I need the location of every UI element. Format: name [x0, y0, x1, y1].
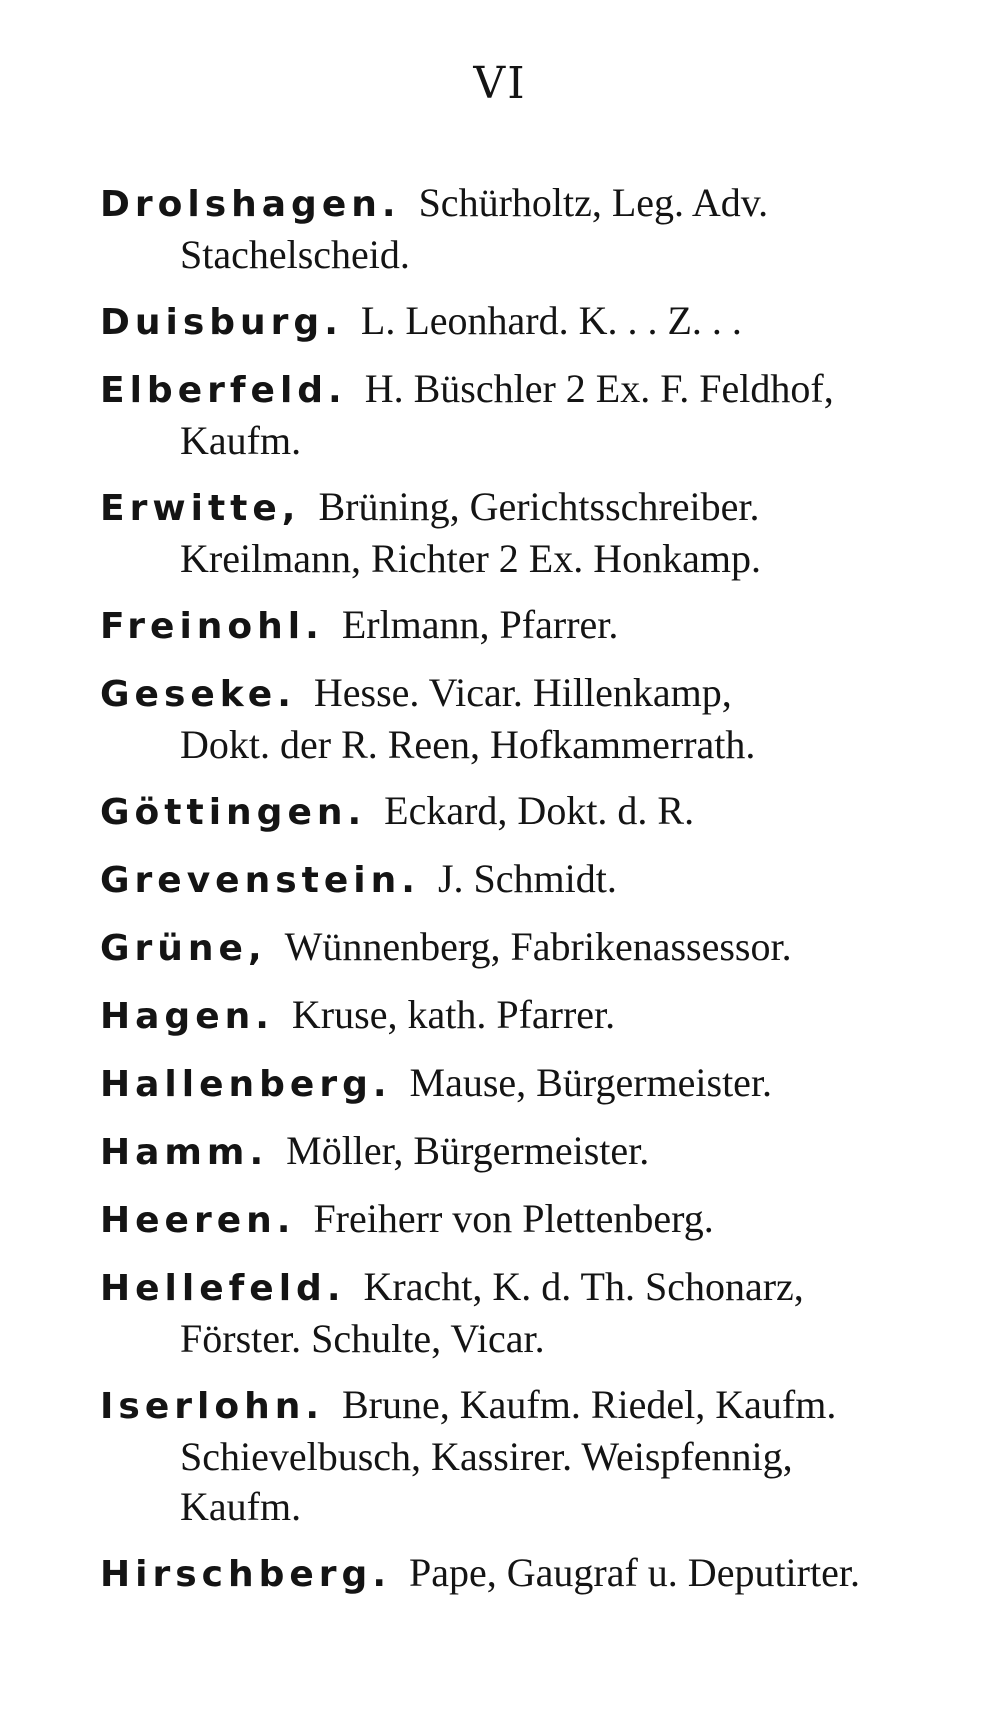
subscriber-names-continuation: Förster. Schulte, Vicar. — [180, 1316, 545, 1361]
subscriber-names: H. Büschler 2 Ex. F. Feldhof, — [364, 366, 834, 411]
subscriber-names-continuation: Kaufm. — [180, 418, 302, 463]
place-name: Iserlohn. — [100, 1386, 324, 1427]
subscriber-names: J. Schmidt. — [437, 856, 617, 901]
list-entry — [100, 922, 980, 974]
place-name: Hirschberg. — [100, 1554, 392, 1595]
place-name: Heeren. — [100, 1200, 296, 1241]
place-name: Göttingen. — [100, 792, 367, 833]
list-entry — [100, 296, 980, 348]
list-entry — [100, 364, 980, 466]
subscriber-names: L. Leonhard. K. . . Z. . . — [360, 298, 742, 343]
place-name: Grüne, — [100, 928, 267, 969]
place-name: Hagen. — [100, 996, 274, 1037]
place-name: Grevenstein. — [100, 860, 420, 901]
subscriber-names: Schürholtz, Leg. Adv. — [418, 180, 769, 225]
subscriber-names: Hesse. Vicar. Hillenkamp, — [313, 670, 732, 715]
subscriber-names-continuation: Kreilmann, Richter 2 Ex. Honkamp. — [180, 536, 761, 581]
page-number: VI — [473, 58, 527, 109]
subscriber-names: Kracht, K. d. Th. Schonarz, — [363, 1264, 804, 1309]
list-entry — [100, 668, 980, 770]
list-entry — [100, 482, 980, 584]
list-entry — [100, 1126, 980, 1178]
subscriber-names: Kruse, kath. Pfarrer. — [291, 992, 616, 1037]
place-name: Erwitte, — [100, 488, 301, 529]
subscriber-names-continuation: Stachelscheid. — [180, 232, 410, 277]
subscriber-names: Freiherr von Plettenberg. — [313, 1196, 714, 1241]
place-name: Hamm. — [100, 1132, 269, 1173]
subscriber-names: Eckard, Dokt. d. R. — [384, 788, 695, 833]
subscriber-list — [100, 178, 980, 1600]
subscriber-names: Brune, Kaufm. Riedel, Kaufm. — [342, 1382, 837, 1427]
list-entry — [100, 600, 980, 652]
place-name: Hallenberg. — [100, 1064, 392, 1105]
place-name: Drolshagen. — [100, 184, 401, 225]
list-entry — [100, 1548, 980, 1600]
place-name: Duisburg. — [100, 302, 343, 343]
list-entry — [100, 1058, 980, 1110]
subscriber-names-continuation: Dokt. der R. Reen, Hofkammerrath. — [180, 722, 756, 767]
list-entry — [100, 786, 980, 838]
subscriber-names-continuation: Kaufm. — [180, 1484, 302, 1529]
place-name: Geseke. — [100, 674, 296, 715]
place-name: Freinohl. — [100, 606, 324, 647]
subscriber-names: Pape, Gaugraf u. Deputirter. — [409, 1550, 860, 1595]
subscriber-names: Erlmann, Pfarrer. — [341, 602, 619, 647]
list-entry — [100, 854, 980, 906]
list-entry — [100, 178, 980, 280]
subscriber-names: Mause, Bürgermeister. — [409, 1060, 773, 1105]
list-entry — [100, 1194, 980, 1246]
place-name: Elberfeld. — [100, 370, 347, 411]
place-name: Hellefeld. — [100, 1268, 346, 1309]
subscriber-names-continuation: Schievelbusch, Kassirer. Weispfennig, — [180, 1434, 793, 1479]
subscriber-names: Möller, Bürgermeister. — [286, 1128, 650, 1173]
list-entry — [100, 1380, 980, 1532]
list-entry — [100, 990, 980, 1042]
list-entry — [100, 1262, 980, 1364]
subscriber-names: Brüning, Gerichtsschreiber. — [318, 484, 760, 529]
subscriber-names: Wünnenberg, Fabrikenassessor. — [284, 924, 792, 969]
